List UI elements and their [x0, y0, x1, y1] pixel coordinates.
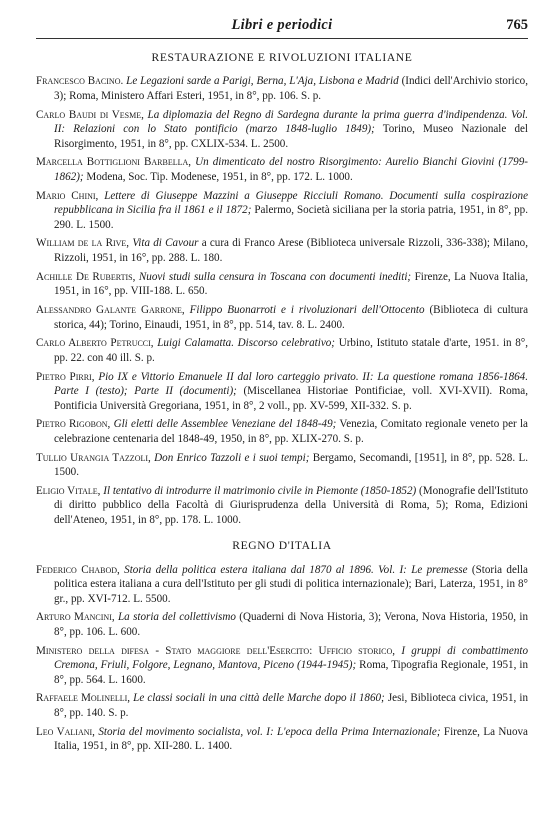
- bibliography: [36, 51, 528, 754]
- page-number: 765: [506, 17, 528, 33]
- entry-details: Urbino, Istituto statale d'arte, 1951. in 8°, pp. 22. con 40 ill. S. p.: [54, 337, 528, 364]
- bibliography-entry: [36, 108, 528, 151]
- section-heading: REGNO D'ITALIA: [232, 539, 332, 553]
- running-title: Libri e periodici: [231, 17, 333, 33]
- entry-title: Le classi sociali in una città delle Marche dopo il 1860;: [133, 692, 385, 705]
- entry-title: Pio IX e Vittorio Emanuele II dal loro carteggio privato. II: La questione romana 1856-1864. Parte I (testo); Parte II (documenti);: [54, 370, 528, 398]
- bibliography-entry: [36, 236, 528, 265]
- entry-title: Nuovi studi sulla censura in Toscana con documenti inediti;: [138, 270, 412, 283]
- entry-details: Torino, Museo Nazionale del Risorgimento, 1951, in 8°, pp. CXLIX-534. L. 2500.: [54, 123, 528, 150]
- entry-title: Don Enrico Tazzoli e i suoi tempi;: [154, 451, 310, 464]
- entry-details: (Indici dell'Archivio storico, 3); Roma, Ministero Affari Esteri, 1951, in 8°, pp. 106. S. p.: [54, 75, 528, 102]
- entry-author: Raffaele Molinelli,: [36, 692, 131, 705]
- bibliography-entry: [36, 270, 528, 299]
- entry-title: Il tentativo di introdurre il matrimonio civile in Piemonte (1850-1852): [103, 485, 417, 498]
- entry-author: Tullio Urangia Tazzoli,: [36, 451, 151, 464]
- entry-author: Pietro Rigobon,: [36, 418, 111, 431]
- running-head: [36, 18, 528, 39]
- entry-details: Jesi, Biblioteca civica, 1951, in 8°, pp. 140. S. p.: [54, 692, 528, 719]
- entry-author: Alessandro Galante Garrone,: [36, 304, 185, 317]
- entry-title: La storia del collettivismo: [118, 611, 236, 624]
- entry-author: Marcella Bottiglioni Barbella,: [36, 156, 192, 169]
- bibliography-entry: [36, 644, 528, 687]
- entry-author: Ministero della difesa - Stato maggiore dell'Esercito: Ufficio storico,: [36, 644, 396, 657]
- bibliography-entry: [36, 610, 528, 639]
- entry-title: Le Legazioni sarde a Parigi, Berna, L'Aja, Lisbona e Madrid: [126, 75, 399, 88]
- entry-author: Arturo Mancini,: [36, 611, 115, 624]
- bibliography-entry: [36, 370, 528, 413]
- entry-title: Luigi Calamatta. Discorso celebrativo;: [157, 337, 335, 350]
- entry-author: William de la Rive,: [36, 237, 130, 250]
- entry-title: La diplomazia del Regno di Sardegna durante la prima guerra d'indipendenza. Vol. II: Relazioni con lo Stato pontificio (marzo 1848-luglio 1849);: [54, 108, 528, 136]
- entry-title: Lettere di Giuseppe Mazzini a Giuseppe Ricciuli Romano. Documenti sulla cospirazione repubblicana in Sicilia fra il 1861 e il 1872;: [54, 189, 528, 217]
- entry-author: Federico Chabod,: [36, 563, 120, 576]
- entry-title: I gruppi di combattimento Cremona, Friuli, Folgore, Legnano, Mantova, Piceno (1944-1945);: [54, 644, 528, 672]
- bibliography-entry: [36, 189, 528, 232]
- entry-details: Venezia, Comitato regionale veneto per la celebrazione centenaria del 1848-49, 1950, in 8°, pp. XLIX-270. S. p.: [54, 418, 528, 445]
- entry-title: Vita di Cavour: [132, 237, 199, 250]
- entry-details: (Miscellanea Historiae Pontificiae, voll. XVI-XVII). Roma, Pontificia Università Gregoriana, 1951, in 8°, 2 voll., pp. XV-599, XII-332. S. p.: [54, 385, 529, 412]
- entry-author: Leo Valiani,: [36, 725, 95, 738]
- entry-details: Bergamo, Secomandi, [1951], in 8°, pp. 528. L. 1500.: [54, 451, 528, 479]
- entry-details: Firenze, La Nuova Italia, 1951, in 16°, pp. VIII-188. L. 650.: [54, 270, 528, 298]
- section-heading: RESTAURAZIONE E RIVOLUZIONI ITALIANE: [151, 51, 413, 64]
- entry-author: Carlo Alberto Petrucci,: [36, 337, 154, 350]
- entry-details: Modena, Soc. Tip. Modenese, 1951, in 8°, pp. 172. L. 1000.: [86, 170, 353, 183]
- entry-details: Roma, Tipografia Regionale, 1951, in 8°, pp. 564. L. 1600.: [54, 659, 528, 686]
- bibliography-entry: [36, 725, 528, 754]
- bibliography-entry: [36, 691, 528, 720]
- entry-author: Pietro Pirri,: [36, 370, 95, 383]
- bibliography-entry: [36, 563, 528, 606]
- entry-details: (Quaderni di Nova Historia, 3); Verona, Nova Historia, 1950, in 8°, pp. 106. L. 600.: [54, 611, 529, 638]
- bibliography-entry: [36, 155, 528, 184]
- bibliography-entry: [36, 451, 528, 480]
- bibliography-entry: [36, 336, 528, 365]
- entry-title: Gli eletti delle Assemblee Veneziane del 1848-49;: [113, 418, 337, 431]
- entry-author: Achille De Rubertis,: [36, 270, 136, 283]
- entry-title: Filippo Buonarroti e i rivoluzionari dell'Ottocento: [189, 304, 425, 317]
- entry-details: Firenze, La Nuova Italia, 1951, in 8°, pp. XII-280. L. 1400.: [54, 725, 528, 753]
- entry-author: Mario Chini,: [36, 189, 99, 202]
- entry-details: (Monografie dell'Istituto di diritto pubblico della Facoltà di Giurisprudenza della Università di Roma, 5); Roma, Edizioni dell'Ateneo, 1951, in 8°, pp. 178. L. 1000.: [54, 485, 529, 526]
- bibliography-entry: [36, 417, 528, 446]
- entry-details: (Biblioteca di cultura storica, 44); Torino, Einaudi, 1951, in 8°, pp. 514, tav. 8. L. 2400.: [54, 304, 529, 331]
- entry-author: Eligio Vitale,: [36, 485, 101, 498]
- entry-author: Carlo Baudi di Vesme,: [36, 108, 144, 121]
- bibliography-entry: [36, 303, 528, 332]
- entry-details: Palermo, Società siciliana per la storia patria, 1951, in 8°, pp. 290. L. 1500.: [54, 204, 528, 231]
- bibliography-entry: [36, 484, 528, 527]
- bibliography-entry: [36, 74, 528, 103]
- entry-details: a cura di Franco Arese (Biblioteca universale Rizzoli, 336-338); Milano, Rizzoli, 1951, in 16°, pp. 288. L. 180.: [54, 237, 528, 264]
- entry-details: (Storia della politica estera italiana a cura dell'Istituto per gli studi di politica internazionale); Bari, Laterza, 1951, in 8° gr., pp. XVI-712. L. 5500.: [54, 563, 528, 605]
- entry-title: Un dimenticato del nostro Risorgimento: Aurelio Bianchi Giovini (1799-1862);: [54, 156, 528, 183]
- entry-title: Storia del movimento socialista, vol. I: L'epoca della Prima Internazionale;: [98, 725, 441, 738]
- entry-author: Francesco Bacino.: [36, 75, 124, 88]
- entry-title: Storia della politica estera italiana dal 1870 al 1896. Vol. I: Le premesse: [124, 563, 468, 576]
